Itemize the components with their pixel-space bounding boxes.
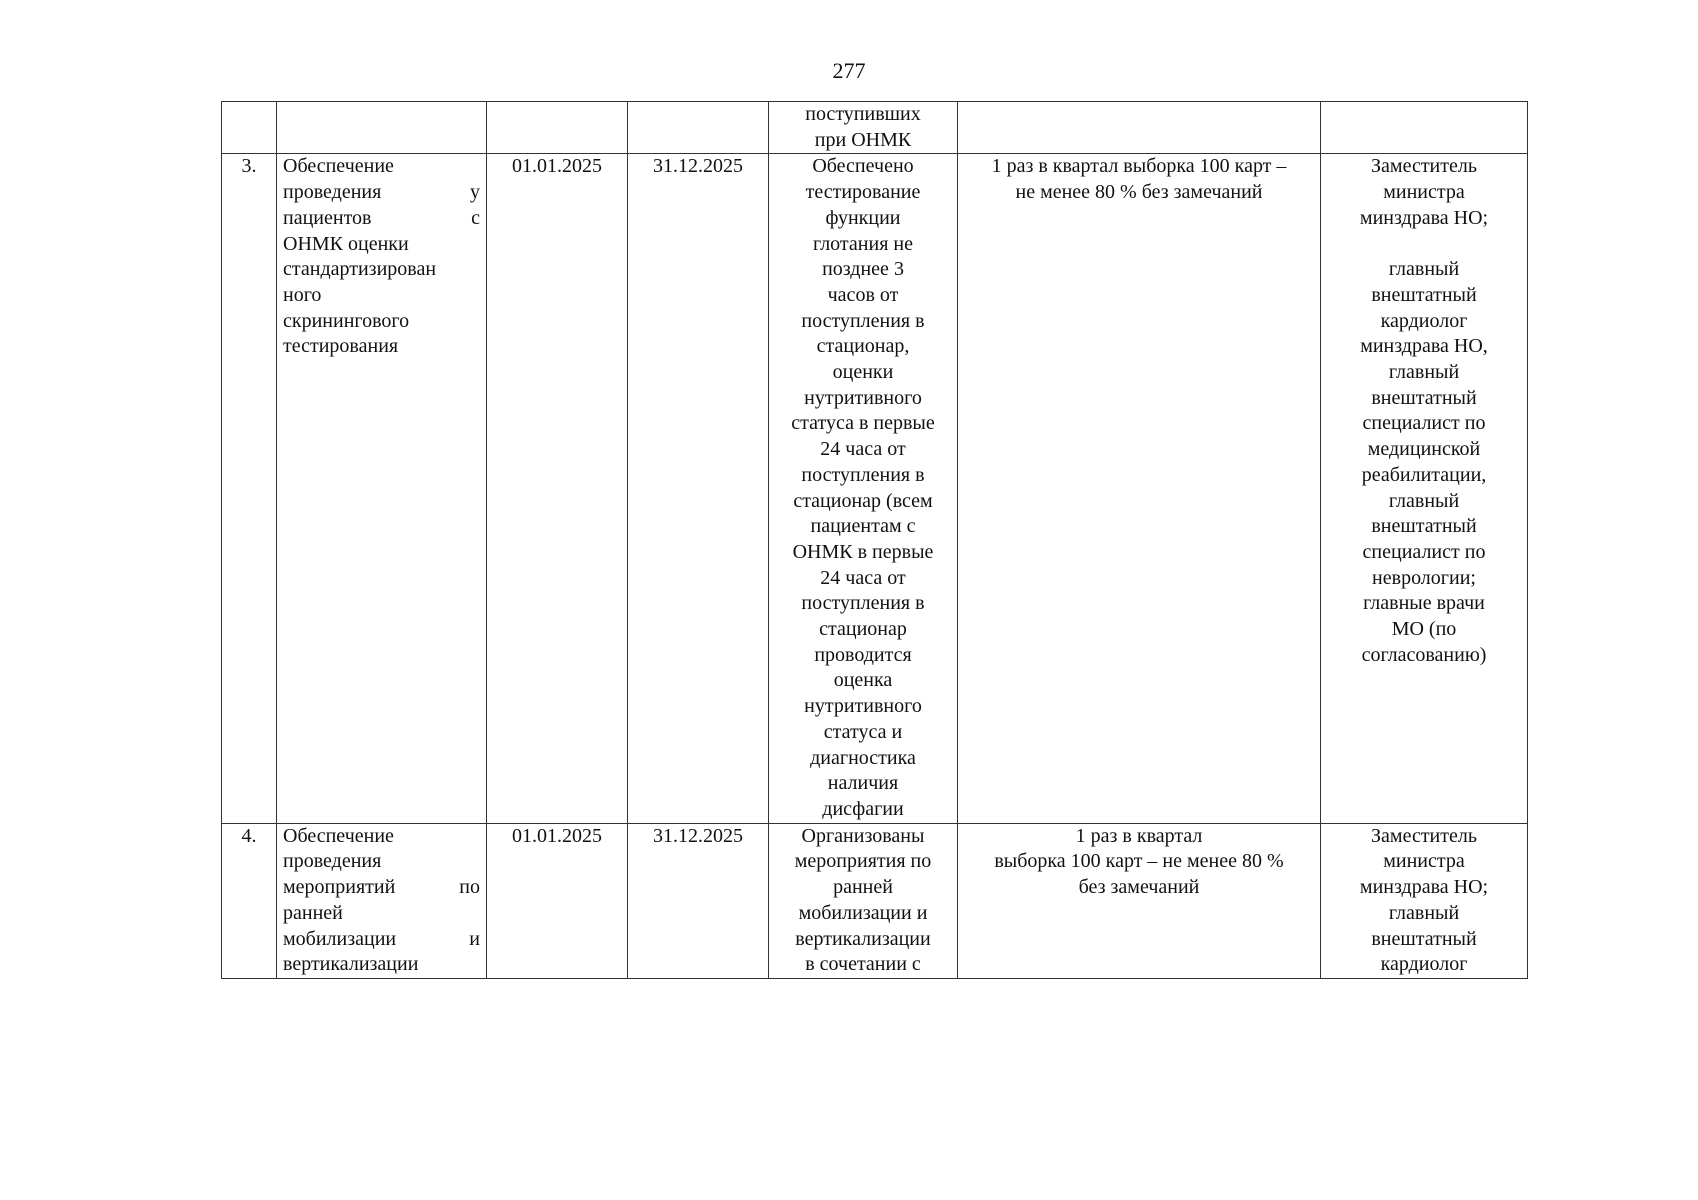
table-row [222, 154, 1528, 823]
indicator-cell: 1 раз в квартал выборка 100 карт – не менее 80 % без замечаний [958, 154, 1321, 823]
row-number-cell: 4. [222, 823, 277, 978]
activity-name-line: проведения у [283, 181, 480, 204]
table-row [222, 823, 1528, 978]
activity-name-cell [277, 154, 487, 823]
activity-name-line: ранней [283, 901, 343, 924]
activity-name-line: мобилизации и [283, 927, 480, 950]
start-date-cell [487, 102, 628, 154]
activity-name-line: скринингового [283, 309, 410, 332]
activity-name-line: проведения [283, 850, 382, 873]
activity-name-line: Обеспечение [283, 155, 394, 178]
activity-name-cell [277, 102, 487, 154]
page-number: 277 [832, 58, 866, 83]
table-row [222, 102, 1528, 154]
end-date-cell: 31.12.2025 [628, 154, 769, 823]
activity-name-line: пациентов с [283, 206, 480, 229]
end-date-cell: 31.12.2025 [628, 823, 769, 978]
result-cell: Организованы мероприятия по ранней мобилизации и вертикализации в сочетании с [769, 823, 958, 978]
activity-name-line: Обеспечение [283, 824, 394, 847]
activity-name-line: мероприятий по [283, 876, 480, 899]
row-number-cell [222, 102, 277, 154]
end-date-cell [628, 102, 769, 154]
activity-name-line: ОНМК оценки [283, 232, 409, 255]
indicator-cell [958, 102, 1321, 154]
activity-name-line: вертикализации [283, 953, 419, 976]
responsible-cell: Заместитель министра минздрава НО; главный внештатный кардиолог минздрава НО, главный внештатный специалист по медицинской реабилитации, главный внештатный специалист по неврологии; главные врачи МО (по согласованию) [1321, 154, 1528, 823]
activity-name-line: ного [283, 283, 322, 306]
start-date-cell: 01.01.2025 [487, 154, 628, 823]
activity-name-cell [277, 823, 487, 978]
start-date-cell: 01.01.2025 [487, 823, 628, 978]
responsible-cell: Заместитель министра минздрава НО; главный внештатный кардиолог [1321, 823, 1528, 978]
action-plan-table [221, 101, 1528, 979]
indicator-cell: 1 раз в квартал выборка 100 карт – не менее 80 % без замечаний [958, 823, 1321, 978]
activity-name-line: стандартизирован [283, 258, 437, 281]
activity-name-line: тестирования [283, 335, 399, 358]
result-cell: поступивших при ОНМК [769, 102, 958, 154]
result-cell: Обеспечено тестирование функции глотания не позднее 3 часов от поступления в стационар, оценки нутритивного статуса в первые 24 часа от поступления в стационар (всем пациентам с ОНМК в первые 24 часа от поступления в стационар проводится оценка нутритивного статуса и диагностика наличия дисфагии [769, 154, 958, 823]
row-number-cell: 3. [222, 154, 277, 823]
responsible-cell [1321, 102, 1528, 154]
